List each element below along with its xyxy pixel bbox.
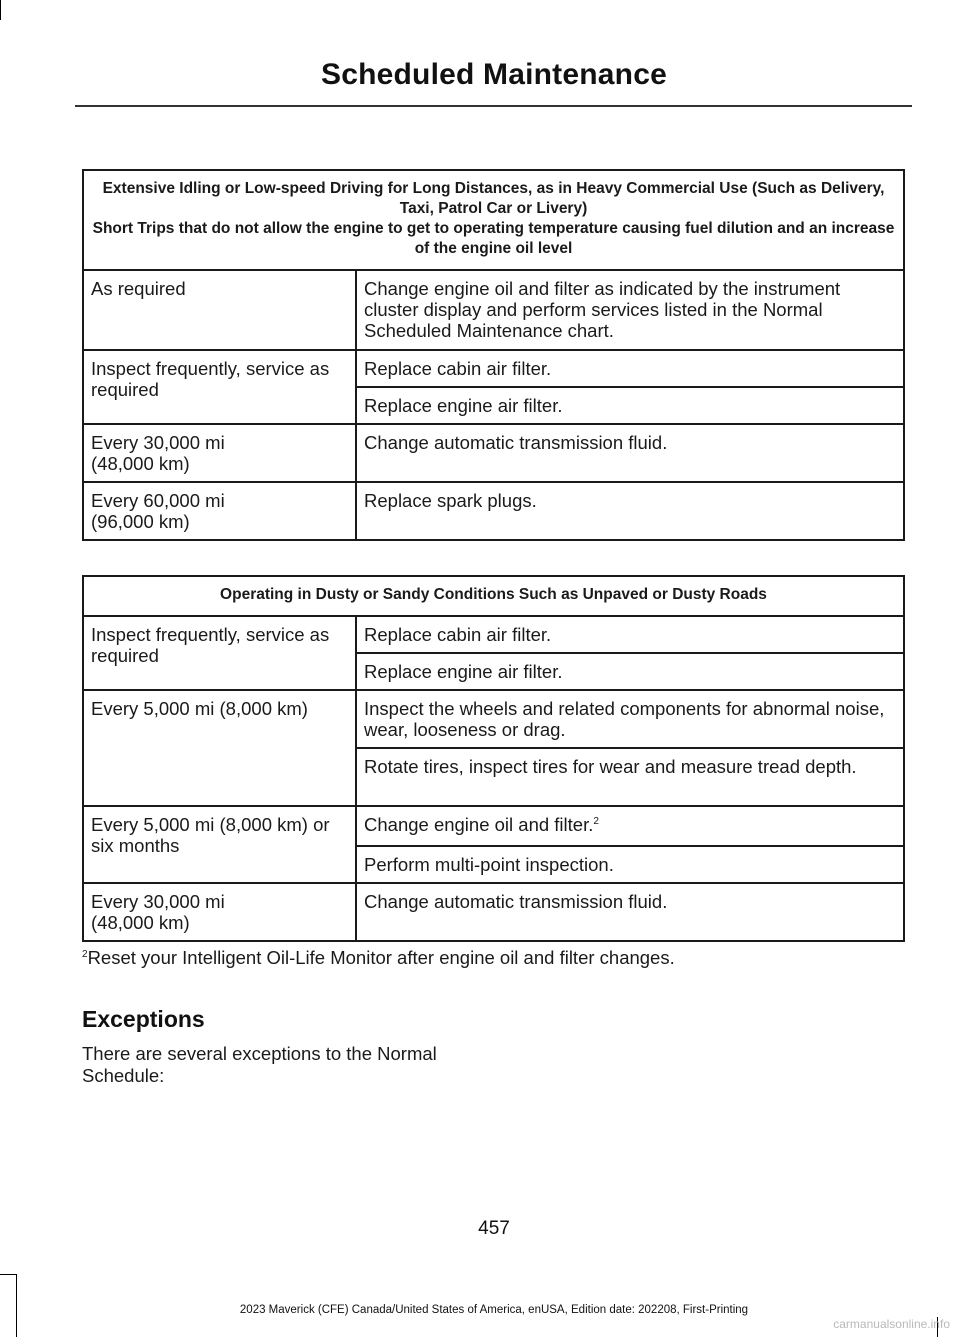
interval-line: (96,000 km) [91, 511, 190, 532]
task-cell: Inspect the wheels and related components for abnormal noise, wear, looseness or drag. [356, 690, 904, 748]
section-title: Exceptions [82, 1006, 205, 1032]
task-cell: Replace cabin air filter. [356, 350, 904, 387]
maintenance-table-dusty [82, 575, 905, 942]
interval-line: (48,000 km) [91, 453, 190, 474]
interval-line: Every 30,000 mi [91, 432, 225, 453]
task-cell [356, 806, 904, 846]
task-cell: Rotate tires, inspect tires for wear and measure tread depth. [356, 748, 904, 806]
table-row [83, 806, 904, 846]
edition-footer: 2023 Maverick (CFE) Canada/United States of America, enUSA, Edition date: 202208, First-Printing [239, 1304, 749, 1316]
interval-cell [83, 482, 356, 540]
table-heading-line: Short Trips that do not allow the engine to get to operating temperature causing fuel dilution and an increase of the engine oil level [92, 220, 895, 257]
watermark: carmanualsonline.info [833, 1317, 950, 1331]
interval-cell [83, 883, 356, 941]
task-cell: Change automatic transmission fluid. [356, 883, 904, 941]
task-cell: Replace engine air filter. [356, 387, 904, 424]
section-body: There are several exceptions to the Normal Schedule: [82, 1043, 437, 1086]
task-text: Change engine oil and filter. [364, 814, 594, 835]
table-heading [83, 170, 904, 270]
table-heading-line: Extensive Idling or Low-speed Driving for Long Distances, as in Heavy Commercial Use (Such as Delivery, Taxi, Patrol Car or Livery) [102, 180, 885, 217]
task-cell: Replace engine air filter. [356, 653, 904, 690]
task-cell: Replace cabin air filter. [356, 616, 904, 653]
table-row [83, 350, 904, 387]
task-cell: Perform multi-point inspection. [356, 846, 904, 883]
interval-cell: Inspect frequently, service as required [83, 350, 356, 424]
page-title: Scheduled Maintenance [321, 58, 667, 91]
table-row [83, 883, 904, 941]
task-cell: Change engine oil and filter as indicated by the instrument cluster display and perform services listed in the Normal Scheduled Maintenance chart. [356, 270, 904, 350]
table-heading: Operating in Dusty or Sandy Conditions Such as Unpaved or Dusty Roads [83, 576, 904, 616]
interval-line: (48,000 km) [91, 912, 190, 933]
footnote-marker: 2 [82, 948, 88, 960]
page-number: 457 [478, 1218, 510, 1239]
interval-cell: Every 5,000 mi (8,000 km) [83, 690, 356, 806]
interval-cell: Every 5,000 mi (8,000 km) or six months [83, 806, 356, 883]
interval-cell [83, 424, 356, 482]
table-row [83, 690, 904, 748]
task-cell: Change automatic transmission fluid. [356, 424, 904, 482]
footnote-marker: 2 [593, 815, 599, 827]
footnote [82, 947, 675, 969]
interval-cell: As required [83, 270, 356, 350]
table-row [83, 424, 904, 482]
footnote-text: Reset your Intelligent Oil-Life Monitor after engine oil and filter changes. [87, 947, 675, 968]
crop-mark-top-left [0, 0, 1, 20]
interval-line: Every 30,000 mi [91, 891, 225, 912]
table-row [83, 482, 904, 540]
maintenance-table-idling [82, 169, 905, 541]
table-row [83, 270, 904, 350]
task-cell: Replace spark plugs. [356, 482, 904, 540]
table-row [83, 616, 904, 653]
header-divider [75, 105, 912, 107]
interval-cell: Inspect frequently, service as required [83, 616, 356, 690]
interval-line: Every 60,000 mi [91, 490, 225, 511]
